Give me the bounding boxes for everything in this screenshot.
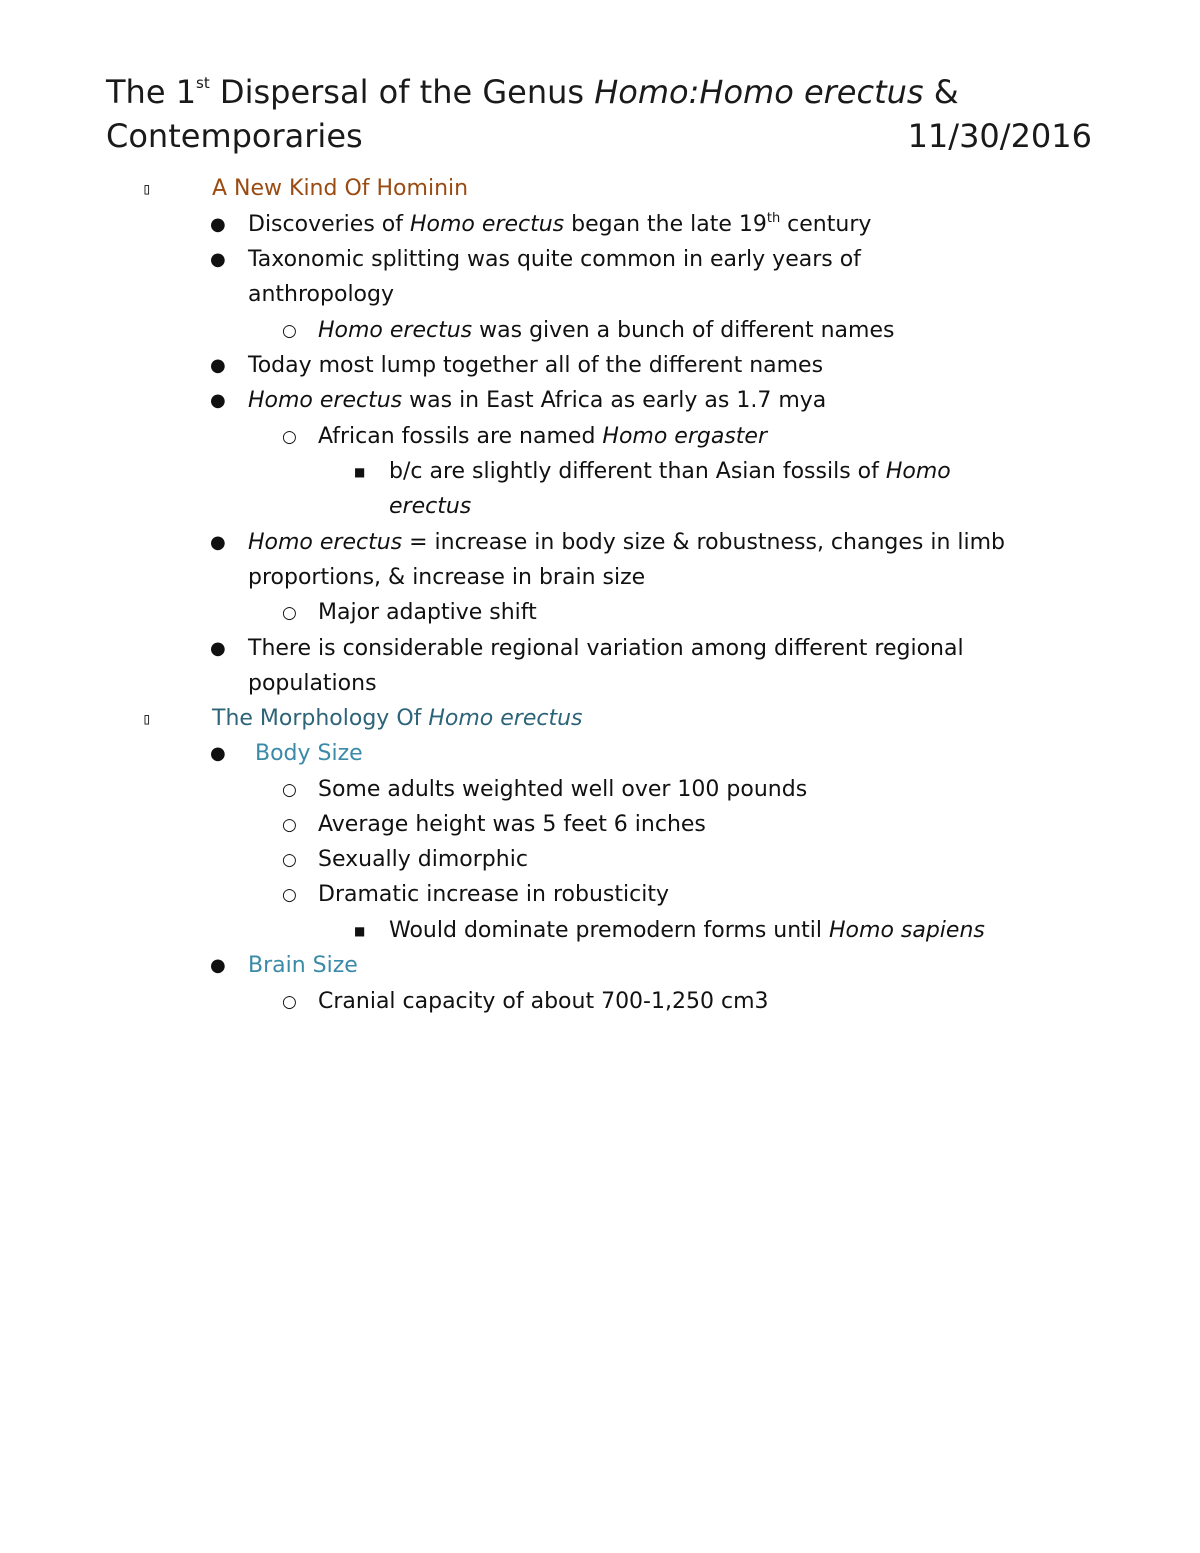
text: began the late 19	[564, 212, 767, 237]
bullet-circle-icon: ○	[282, 321, 297, 341]
bullet-circle-icon: ○	[282, 992, 297, 1012]
subheading-body-size: Body Size	[248, 741, 363, 766]
list-item: Today most lump together all of the different names	[248, 353, 824, 378]
italic-text: Homo sapiens	[829, 918, 985, 943]
section-2-bullet-icon: ▯	[142, 709, 152, 728]
text: b/c are slightly different than Asian fossils of	[389, 459, 886, 484]
list-item	[389, 458, 951, 486]
list-item	[318, 317, 894, 345]
list-item: Some adults weighted well over 100 pounds	[318, 777, 808, 802]
list-item: Sexually dimorphic	[318, 847, 528, 872]
bullet-dot-icon: ●	[210, 743, 226, 764]
italic-text: Homo ergaster	[602, 424, 768, 449]
bullet-dot-icon: ●	[210, 638, 226, 659]
list-item-continuation: populations	[248, 671, 377, 696]
superscript: th	[766, 211, 781, 226]
text: = increase in body size & robustness, changes in limb	[402, 530, 1006, 555]
list-item	[318, 423, 767, 451]
bullet-dot-icon: ●	[210, 249, 226, 270]
text: Would dominate premodern forms until	[389, 918, 830, 943]
list-item: Major adaptive shift	[318, 600, 537, 625]
text: Discoveries of	[248, 212, 410, 237]
text: was given a bunch of different names	[472, 318, 895, 343]
list-item	[248, 211, 871, 239]
bullet-circle-icon: ○	[282, 427, 297, 447]
bullet-dot-icon: ●	[210, 390, 226, 411]
title-date: 11/30/2016	[907, 117, 1092, 155]
title-part3: &	[923, 73, 959, 111]
section-2-heading	[212, 705, 583, 733]
italic-text: Homo erectus	[318, 318, 473, 343]
section-1-bullet-icon: ▯	[142, 179, 152, 198]
list-item	[248, 387, 826, 415]
bullet-circle-icon: ○	[282, 780, 297, 800]
italic-text: erectus	[389, 494, 472, 519]
title-part1: The 1	[106, 73, 197, 111]
italic-text: Homo	[885, 459, 951, 484]
bullet-circle-icon: ○	[282, 850, 297, 870]
bullet-dot-icon: ●	[210, 955, 226, 976]
bullet-square-icon: ■	[354, 924, 366, 938]
italic-text: Homo erectus	[248, 530, 403, 555]
list-item: There is considerable regional variation among different regional	[248, 636, 964, 661]
title-italic: Homo:Homo erectus	[594, 73, 924, 111]
list-item: Cranial capacity of about 700-1,250 cm3	[318, 989, 769, 1014]
bullet-dot-icon: ●	[210, 355, 226, 376]
bullet-square-icon: ■	[354, 465, 366, 479]
list-item: Dramatic increase in robusticity	[318, 882, 669, 907]
text: was in East Africa as early as 1.7 mya	[402, 388, 827, 413]
italic-text: Homo erectus	[428, 706, 583, 731]
list-item	[248, 529, 1005, 557]
list-item: Average height was 5 feet 6 inches	[318, 812, 706, 837]
document-title	[106, 70, 1096, 158]
bullet-circle-icon: ○	[282, 603, 297, 623]
text: African fossils are named	[318, 424, 603, 449]
title-line2: Contemporaries	[106, 117, 363, 155]
bullet-dot-icon: ●	[210, 532, 226, 553]
list-item-continuation	[389, 493, 471, 521]
section-1-heading: A New Kind Of Hominin	[212, 176, 469, 201]
title-sup: st	[196, 74, 210, 92]
italic-text: Homo erectus	[409, 212, 565, 237]
list-item-continuation: anthropology	[248, 282, 394, 307]
list-item-continuation: proportions, & increase in brain size	[248, 565, 646, 590]
italic-text: Homo erectus	[248, 388, 403, 413]
bullet-circle-icon: ○	[282, 815, 297, 835]
text: The Morphology Of	[212, 706, 429, 731]
title-part2: Dispersal of the Genus	[209, 73, 595, 111]
subheading-brain-size: Brain Size	[248, 953, 358, 978]
list-item: Taxonomic splitting was quite common in early years of	[248, 247, 861, 272]
text: century	[780, 212, 872, 237]
bullet-circle-icon: ○	[282, 885, 297, 905]
list-item	[389, 917, 985, 945]
bullet-dot-icon: ●	[210, 214, 226, 235]
